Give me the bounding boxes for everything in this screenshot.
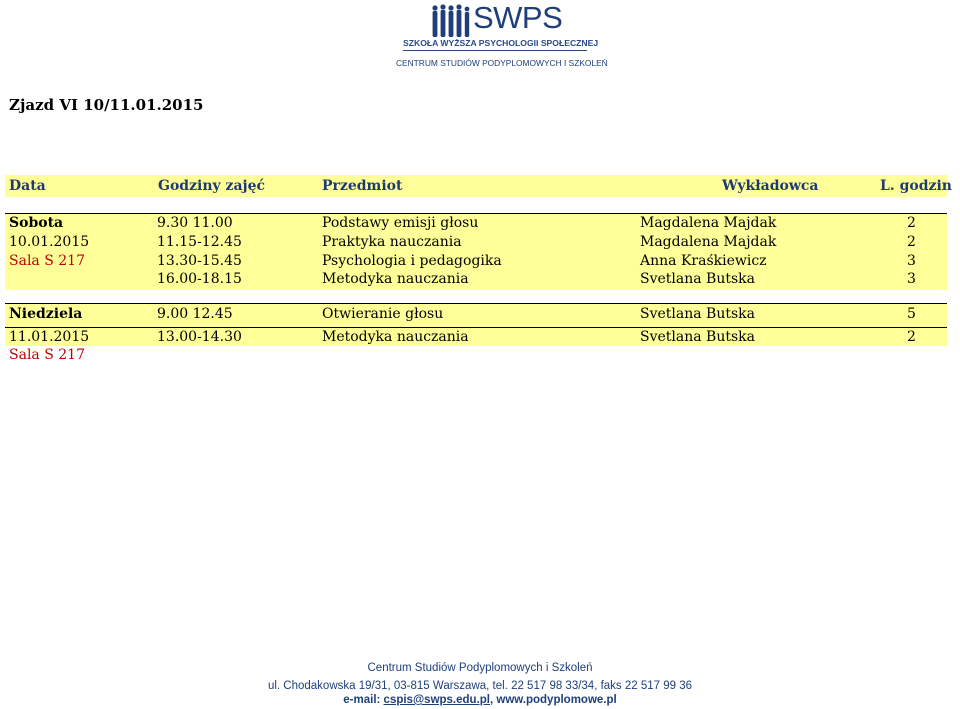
divider <box>5 327 947 328</box>
footer-centre-name: Centrum Studiów Podyplomowych i Szkoleń <box>367 662 593 674</box>
row-hours: 13.30-15.45 <box>157 253 242 269</box>
row-lecturer: Magdalena Majdak <box>640 234 777 250</box>
row-subject: Otwieranie głosu <box>322 306 444 322</box>
table-header <box>5 175 952 197</box>
saturday-day: Sobota <box>9 215 64 231</box>
footer-address: ul. Chodakowska 19/31, 03-815 Warszawa, tel. 22 517 98 33/34, faks 22 517 99 36 <box>267 680 693 692</box>
sunday-block <box>5 304 947 346</box>
row-hours: 13.00-14.30 <box>157 329 242 345</box>
row-lecturer: Svetlana Butska <box>640 329 755 345</box>
row-hours: 9.30 11.00 <box>157 215 233 231</box>
sunday-room: Sala S 217 <box>9 347 85 363</box>
row-lecturer: Svetlana Butska <box>640 271 755 287</box>
header-count: L. godzin <box>880 178 952 194</box>
logo-centre-name: CENTRUM STUDIÓW PODYPLOMOWYCH I SZKOLEŃ <box>396 58 608 68</box>
row-count: 2 <box>907 329 916 345</box>
row-count: 2 <box>907 215 916 231</box>
row-lecturer: Magdalena Majdak <box>640 215 777 231</box>
page-title: Zjazd VI 10/11.01.2015 <box>9 96 204 114</box>
row-hours: 9.00 12.45 <box>157 306 233 322</box>
row-subject: Podstawy emisji głosu <box>322 215 479 231</box>
sunday-day: Niedziela <box>9 306 83 322</box>
footer-contact <box>0 694 960 706</box>
sunday-date: 11.01.2015 <box>9 329 90 345</box>
header-date: Data <box>9 178 46 194</box>
header-subject: Przedmiot <box>322 178 403 194</box>
row-count: 5 <box>907 306 916 322</box>
row-count: 3 <box>907 271 916 287</box>
row-hours: 11.15-12.45 <box>157 234 242 250</box>
footer-email-link[interactable]: cspis@swps.edu.pl <box>383 694 490 706</box>
saturday-date: 10.01.2015 <box>9 234 90 250</box>
people-silhouettes-icon <box>431 4 471 38</box>
logo-divider <box>403 50 587 51</box>
row-subject: Metodyka nauczania <box>322 329 469 345</box>
header-lecturer: Wykładowca <box>722 178 819 194</box>
row-subject: Psychologia i pedagogika <box>322 253 502 269</box>
row-count: 2 <box>907 234 916 250</box>
row-subject: Metodyka nauczania <box>322 271 469 287</box>
swps-logo <box>395 0 608 68</box>
row-hours: 16.00-18.15 <box>157 271 242 287</box>
row-count: 3 <box>907 253 916 269</box>
row-subject: Praktyka nauczania <box>322 234 462 250</box>
header-hours: Godziny zajęć <box>158 178 266 194</box>
logo-school-name: SZKOŁA WYŻSZA PSYCHOLOGII SPOŁECZNEJ <box>403 38 599 48</box>
footer-email-label: e-mail: <box>343 694 384 706</box>
logo-brand: SWPS <box>473 0 563 35</box>
row-lecturer: Svetlana Butska <box>640 306 755 322</box>
footer-web: www.podyplomowe.pl <box>496 694 617 706</box>
saturday-room: Sala S 217 <box>9 253 85 269</box>
row-lecturer: Anna Kraśkiewicz <box>640 253 767 269</box>
divider <box>5 213 947 214</box>
footer-separator: , <box>489 694 497 706</box>
